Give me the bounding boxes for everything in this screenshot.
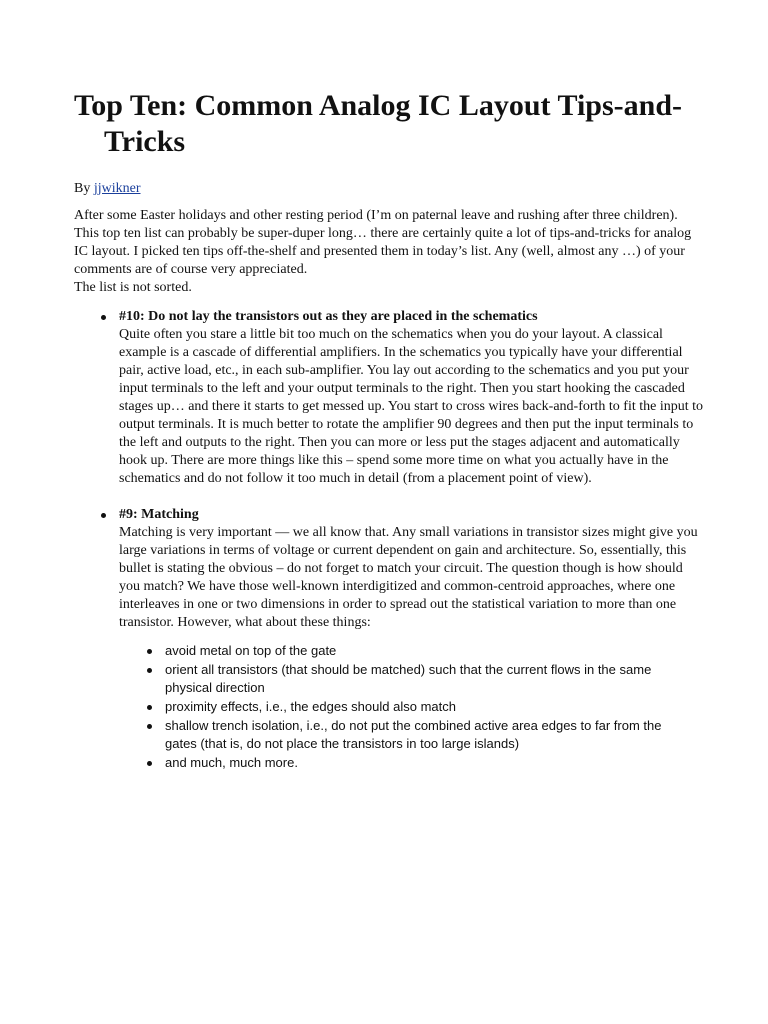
page-title: Top Ten: Common Analog IC Layout Tips-and-Tricks xyxy=(74,89,682,158)
sub-item-text: avoid metal on top of the gate xyxy=(165,643,337,658)
bullet-icon xyxy=(147,649,152,654)
tip-heading: #10: Do not lay the transistors out as they are placed in the schematics xyxy=(119,309,538,324)
list-item xyxy=(74,308,704,488)
article xyxy=(74,88,704,773)
tips-list xyxy=(74,308,704,772)
tip-heading: #9: Matching xyxy=(119,507,199,522)
sub-item-text: shallow trench isolation, i.e., do not put the combined active area edges to far from the gates (that is, do not place the transistors in too large islands) xyxy=(165,718,662,751)
sub-list-item xyxy=(119,642,695,660)
byline-prefix: By xyxy=(74,181,94,196)
bullet-icon xyxy=(147,724,152,729)
sub-list xyxy=(119,642,704,772)
sub-list-item xyxy=(119,754,695,772)
bullet-icon xyxy=(101,315,106,320)
tip-body: Quite often you stare a little bit too much on the schematics when you do your layout. A classical example is a cascade of differential amplifiers. In the schematics you typically have your differential pair, active load, etc., in each sub-amplifier. You lay out according to the schematics and you put your input terminals to the left and your output terminals to the right. Then you start hooking the cascaded stages up… and there it starts to get messed up. You start to cross wires back-and-forth to fit the input to output terminals. It is much better to rotate the amplifier 90 degrees and then put the input terminals to the left and outputs to the right. Then you can more or less put the stages adjacent and automatically hook up. There are more things like this – spend some more time on what you actually have in the schematics and do not follow it too much in detail (from a placement point of view). xyxy=(119,327,704,486)
tip-body: Matching is very important — we all know that. Any small variations in transistor sizes might give you large variations in terms of voltage or current dependent on gain and architecture. So, essentially, this bullet is stating the obvious – do not forget to match your circuit. The question though is how should you match? We have those well-known interdigitized and common-centroid approaches, where one interleaves in one or two dimensions in order to spread out the statistical variation to more than one transistor. However, what about these things: xyxy=(119,525,698,630)
intro-paragraph: The list is not sorted. xyxy=(74,280,192,295)
byline xyxy=(74,180,704,198)
sub-item-text: proximity effects, i.e., the edges should also match xyxy=(165,699,456,714)
sub-item-text: orient all transistors (that should be matched) such that the current flows in the same physical direction xyxy=(165,662,652,695)
list-item xyxy=(74,506,704,772)
bullet-icon xyxy=(147,705,152,710)
bullet-icon xyxy=(147,761,152,766)
bullet-icon xyxy=(101,513,106,518)
sub-list-item xyxy=(119,717,695,753)
sub-list-item xyxy=(119,698,695,716)
bullet-icon xyxy=(147,668,152,673)
sub-list-item xyxy=(119,661,695,697)
sub-item-text: and much, much more. xyxy=(165,755,298,770)
intro-paragraph: This top ten list can probably be super-duper long… there are certainly quite a lot of tips-and-tricks for analog IC layout. I picked ten tips off-the-shelf and presented them in today’s list. Any (well, almost any …) of your comments are of course very appreciated. xyxy=(74,226,692,277)
intro-paragraph: After some Easter holidays and other resting period (I’m on paternal leave and rushing after three children). xyxy=(74,208,678,223)
intro xyxy=(74,207,704,297)
author-link[interactable]: jjwikner xyxy=(93,181,141,196)
